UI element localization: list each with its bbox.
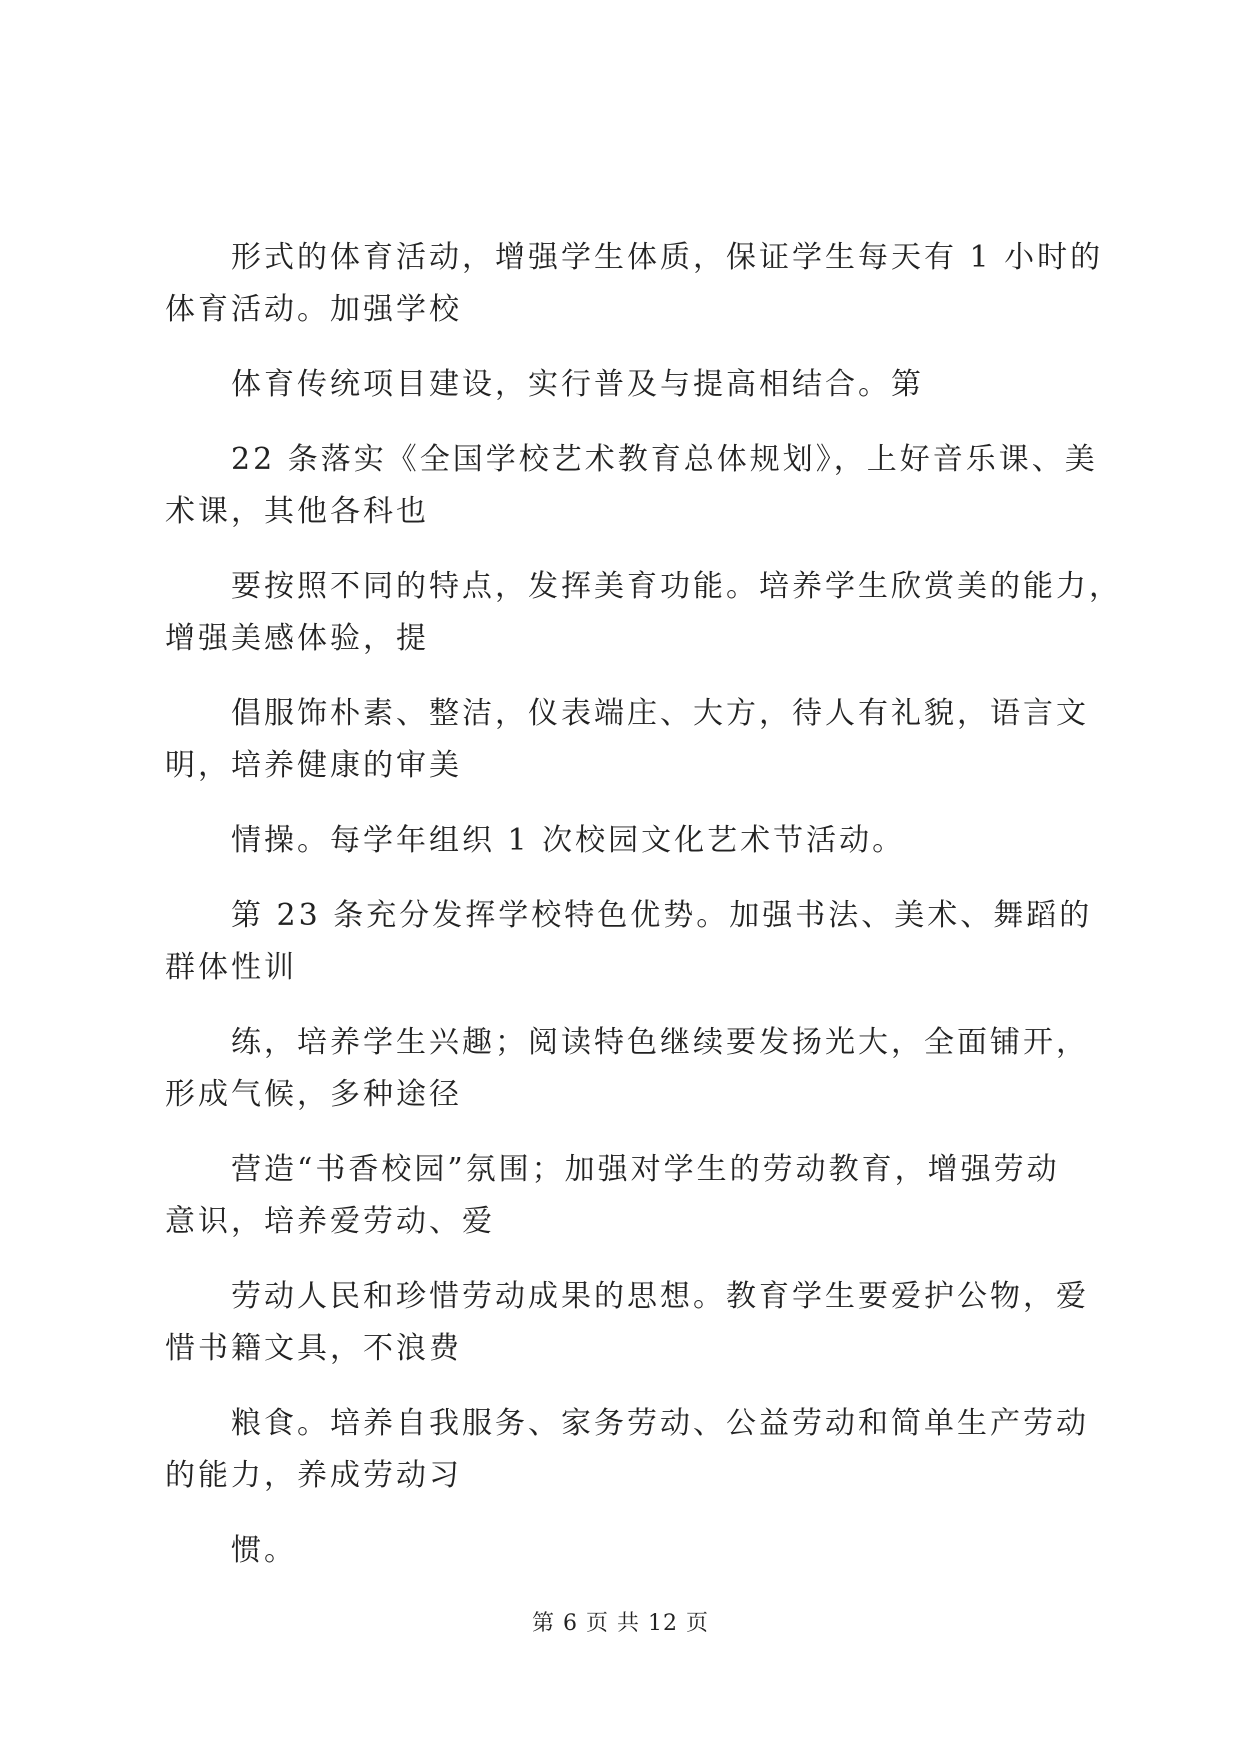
paragraph	[165, 1525, 1085, 1577]
paragraph	[165, 688, 1089, 792]
paragraph	[165, 890, 1093, 994]
paragraph-line: 22 条落实《全国学校艺术教育总体规划》，上好音乐课、美	[231, 442, 1098, 477]
paragraph	[165, 1398, 1089, 1502]
page-number-footer: 第 6 页 共 12 页	[532, 1611, 709, 1636]
paragraph-line: 形成气候，多种途径	[165, 1077, 462, 1112]
paragraph	[165, 815, 1085, 867]
paragraph	[165, 1144, 1085, 1248]
paragraph	[165, 232, 1104, 336]
paragraph-line: 增强美感体验，提	[165, 621, 429, 656]
paragraph-line: 第 23 条充分发挥学校特色优势。加强书法、美术、舞蹈的	[231, 898, 1093, 933]
paragraph	[165, 561, 1122, 665]
paragraph-line: 明，培养健康的审美	[165, 748, 462, 783]
paragraph	[165, 1017, 1089, 1121]
paragraph-line: 术课，其他各科也	[165, 494, 429, 529]
paragraph-line: 形式的体育活动，增强学生体质，保证学生每天有 1 小时的	[231, 240, 1104, 275]
paragraph-line: 体育传统项目建设，实行普及与提高相结合。第	[231, 367, 924, 402]
paragraph-line: 体育活动。加强学校	[165, 292, 462, 327]
paragraph-line: 粮食。培养自我服务、家务劳动、公益劳动和简单生产劳动	[231, 1406, 1089, 1441]
paragraph-line: 群体性训	[165, 950, 297, 985]
paragraph-line: 惜书籍文具，不浪费	[165, 1331, 462, 1366]
paragraph-line: 营造“书香校园”氛围；加强对学生的劳动教育，增强劳动	[231, 1152, 1060, 1187]
paragraph	[165, 359, 1085, 411]
paragraph	[165, 434, 1098, 538]
document-body	[165, 232, 1122, 1600]
paragraph-line: 惯。	[231, 1533, 297, 1568]
paragraph-line: 的能力，养成劳动习	[165, 1458, 462, 1493]
paragraph-line: 练，培养学生兴趣；阅读特色继续要发扬光大，全面铺开，	[231, 1025, 1089, 1060]
paragraph-line: 倡服饰朴素、整洁，仪表端庄、大方，待人有礼貌，语言文	[231, 696, 1089, 731]
paragraph-line: 意识，培养爱劳动、爱	[165, 1204, 495, 1239]
paragraph-line: 要按照不同的特点，发挥美育功能。培养学生欣赏美的能力，	[231, 569, 1122, 604]
paragraph	[165, 1271, 1089, 1375]
paragraph-line: 劳动人民和珍惜劳动成果的思想。教育学生要爱护公物，爱	[231, 1279, 1089, 1314]
paragraph-line: 情操。每学年组织 1 次校园文化艺术节活动。	[231, 823, 906, 858]
